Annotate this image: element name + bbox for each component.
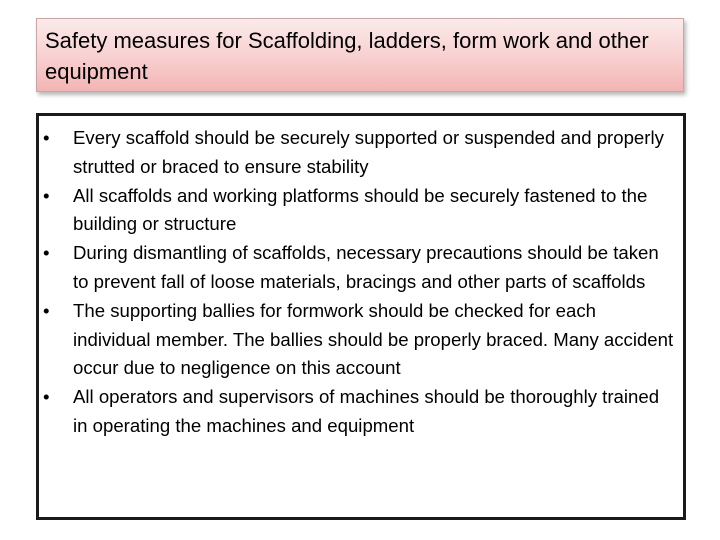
bullet-item [43, 239, 677, 297]
title-box [36, 18, 684, 92]
bullet-text: During dismantling of scaffolds, necessary precautions should be taken to prevent fall of loose materials, bracings and other parts of scaffolds [73, 242, 659, 292]
bullet-item [43, 297, 677, 383]
bullet-icon: • [43, 386, 50, 408]
slide-title: Safety measures for Scaffolding, ladders, form work and other equipment [45, 28, 649, 84]
bullet-list [43, 124, 677, 441]
bullet-text: All scaffolds and working platforms should be securely fastened to the building or structure [73, 184, 648, 235]
bullet-item [43, 124, 677, 182]
bullet-text: All operators and supervisors of machines should be thoroughly trained in operating the machines and equipment [73, 386, 660, 436]
bullet-text: Every scaffold should be securely supported or suspended and properly strutted or braced to ensure stability [73, 127, 664, 177]
content-box [36, 113, 686, 520]
bullet-icon: • [43, 127, 50, 148]
bullet-item [43, 182, 677, 240]
bullet-icon: • [43, 242, 50, 264]
bullet-item [43, 383, 677, 441]
bullet-icon: • [43, 299, 50, 321]
bullet-text: The supporting ballies for formwork should be checked for each individual member. The ballies should be properly braced. Many accident occur due to negligence on this account [73, 299, 674, 379]
bullet-icon: • [43, 184, 50, 206]
